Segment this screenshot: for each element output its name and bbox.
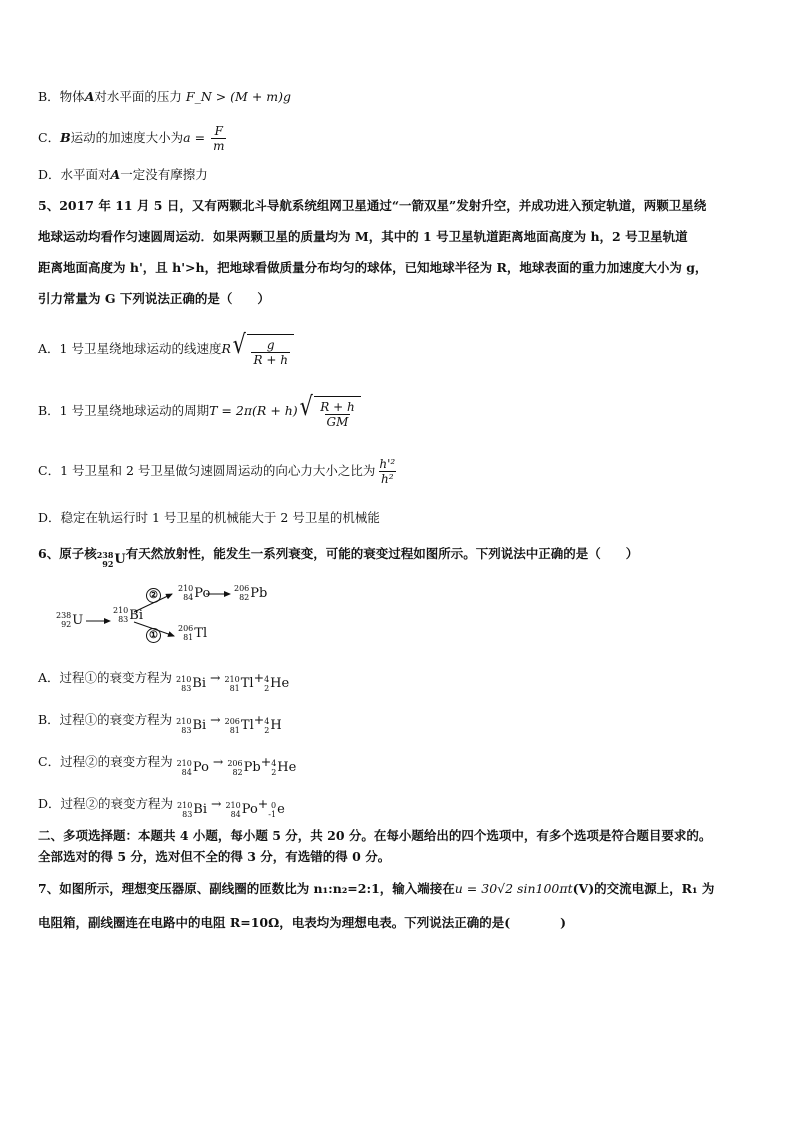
nuclide-po: 210 84 Po <box>178 584 211 602</box>
q6-option-d[interactable]: D．过程②的衰变方程为 210 83 Bi → 210 84 Po + 0 -1 e <box>38 796 285 819</box>
q7-stem-line1: 7、如图所示，理想变压器原、副线圈的匝数比为 n₁:n₂=2:1，输入端接在u = 30√2 sin100πt(V)的交流电源上，R₁ 为 <box>38 881 715 896</box>
q5-stem-line3: 距离地面高度为 h'，且 h'>h，把地球看做质量分布均匀的球体，已知地球半径为 R，地球表面的重力加速度大小为 g， <box>38 260 708 275</box>
nuclide: 210 83 Bi <box>176 717 207 735</box>
q7-voltage-formula: u = 30√2 sin100πt <box>454 881 573 896</box>
nuclide-u238: 238 92 U <box>96 550 126 569</box>
q5-option-c[interactable]: C．1 号卫星和 2 号卫星做匀速圆周运动的向心力大小之比为 $\frac{\text{h'²}}{\text{h²}}$ <box>38 457 396 486</box>
nuclide-pb: 206 82 Pb <box>234 584 268 602</box>
q6-stem: 6、原子核 238 92 U 有天然放射性，能发生一系列衰变，可能的衰变过程如图所示。下列说法中正确的是（ ） <box>38 546 639 569</box>
sqrt-sign: √ $\frac{R + h}{GM}$ <box>298 392 361 431</box>
q5-stem-line2: 地球运动均看作匀速圆周运动．如果两颗卫星的质量均为 M，其中的 1 号卫星轨道距离地面高度为 h，2 号卫星轨道 <box>38 229 688 244</box>
nuclide-u: 238 92 U <box>56 611 84 629</box>
q7-stem-line2: 电阻箱，副线圈连在电路中的电阻 R=10Ω，电表均为理想电表。下列说法正确的是( ) <box>38 915 567 930</box>
q5-option-b[interactable]: B．1 号卫星绕地球运动的周期T = 2π(R + h) √ $\frac{R + h}{GM}$ <box>38 392 361 431</box>
q5-option-a[interactable]: A．1 号卫星绕地球运动的线速度R √ $\frac{g}{R + h}$ <box>38 330 294 369</box>
nuclide: 206 82 Pb <box>227 759 261 777</box>
q5-option-d[interactable]: D．稳定在轨运行时 1 号卫星的机械能大于 2 号卫星的机械能 <box>38 510 380 525</box>
q4-option-c[interactable]: C．B运动的加速度大小为a = $\frac{F}{m}$ <box>38 124 225 153</box>
nuclide: 210 84 Po <box>225 801 258 819</box>
process-1-label: ① <box>146 628 161 643</box>
nuclide: 210 83 Bi <box>177 801 208 819</box>
q5-stem-line4: 引力常量为 G 下列说法正确的是（ ） <box>38 291 270 306</box>
q5-stem-line1: 5、2017 年 11 月 5 日，又有两颗北斗导航系统组网卫星通过“一箭双星”发射升空，并成功进入预定轨道，两颗卫星绕 <box>38 198 707 213</box>
decay-diagram <box>50 576 310 646</box>
nuclide: 206 81 Tl <box>224 717 254 735</box>
nuclide: 210 84 Po <box>176 759 209 777</box>
q6-option-c[interactable]: C．过程②的衰变方程为 210 84 Po → 206 82 Pb + 4 2 He <box>38 754 297 777</box>
q4-option-c-fraction: $\frac{F}{m}$ <box>213 124 225 153</box>
section-2-heading-line2: 全部选对的得 5 分，选对但不全的得 3 分，有选错的得 0 分。 <box>38 849 391 864</box>
nuclide: 210 81 Tl <box>224 675 254 693</box>
q4-option-b-formula: F_N > (M + m)g <box>185 89 291 104</box>
q4-option-b[interactable]: B．物体A对水平面的压力 F_N > (M + m)g <box>38 89 291 104</box>
q5-option-c-fraction: $\frac{\text{h'²}}{\text{h²}}$ <box>379 457 396 486</box>
q4-option-d[interactable]: D．水平面对A一定没有摩擦力 <box>38 167 208 182</box>
process-2-label: ② <box>146 588 161 603</box>
section-2-heading-line1: 二、多项选择题：本题共 4 小题，每小题 5 分，共 20 分。在每小题给出的四个选项中，有多个选项是符合题目要求的。 <box>38 828 712 843</box>
nuclide: 4 2 H <box>264 717 282 735</box>
q6-option-a[interactable]: A．过程①的衰变方程为 210 83 Bi → 210 81 Tl + 4 2 He <box>38 670 290 693</box>
nuclide: 4 2 He <box>264 675 290 693</box>
sqrt-sign: √ $\frac{g}{R + h}$ <box>231 330 294 369</box>
nuclide: 4 2 He <box>271 759 297 777</box>
nuclide-bi: 210 83 Bi <box>113 606 143 624</box>
nuclide-tl: 206 81 Tl <box>178 624 208 642</box>
q6-option-b[interactable]: B．过程①的衰变方程为 210 83 Bi → 206 81 Tl + 4 2 H <box>38 712 282 735</box>
nuclide: 0 -1 e <box>268 801 285 819</box>
nuclide: 210 83 Bi <box>176 675 207 693</box>
